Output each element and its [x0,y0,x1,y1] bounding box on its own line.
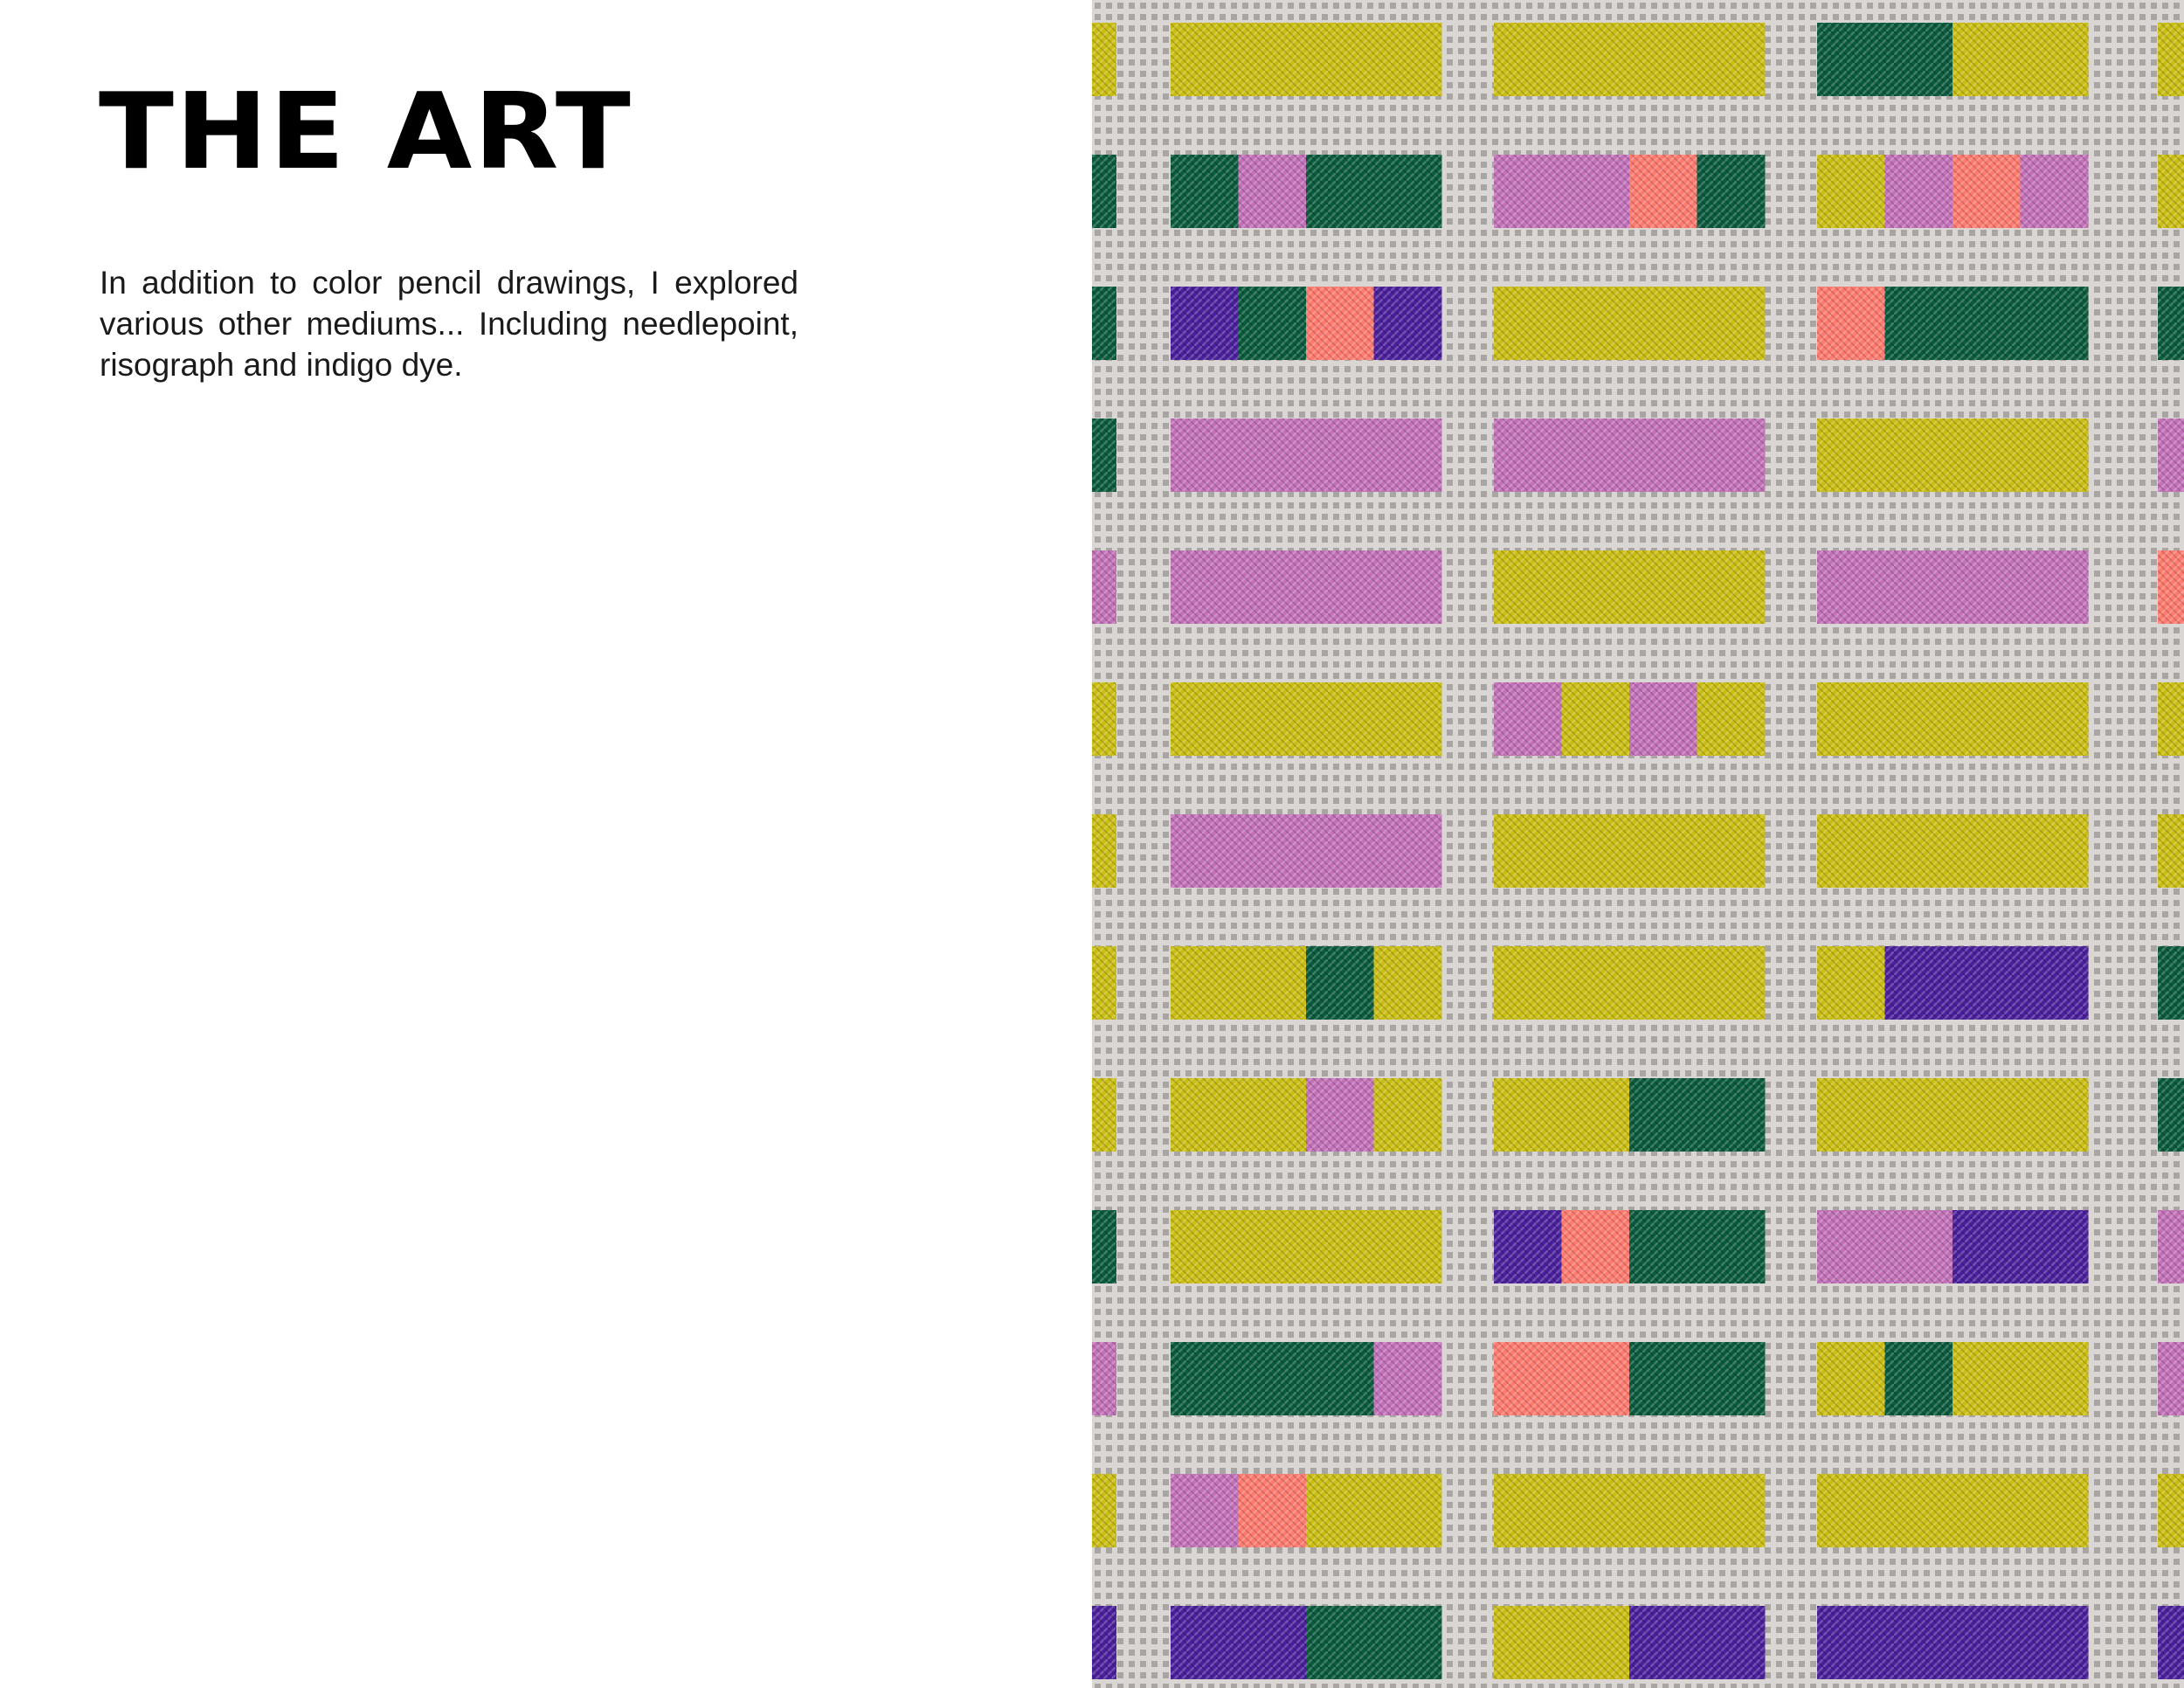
needlepoint-photo [1092,0,2184,1688]
stitch-block-r7-c2-s3-texture [2021,946,2089,1020]
stitch-block-r9-c1-s3-texture [1697,1210,1766,1283]
stitch-block-r11-c1-s0-texture [1494,1474,1766,1547]
stitch-block-r10-c1-s0-texture [1494,1342,1562,1415]
stitch-block-r8-c0-s3-texture [1374,1078,1442,1152]
stitch-block-left-edge-r3-texture [1092,419,1116,492]
stitch-block-left-edge-r10-texture [1092,1342,1116,1415]
stitch-block-left-edge-r9-texture [1092,1210,1116,1283]
stitch-block-r12-c1-s0-texture [1494,1606,1562,1679]
stitch-block-r6-c1-s0-texture [1494,814,1766,888]
stitch-block-r12-c1-s3-texture [1697,1606,1766,1679]
stitch-block-r10-c0-s0-texture [1171,1342,1239,1415]
stitch-block-r2-c0-s1-texture [1239,287,1307,360]
stitch-block-r1-c1-s1-texture [1562,155,1630,228]
stitch-block-r10-c0-s3-texture [1374,1342,1442,1415]
stitch-block-right-edge-r5-texture [2158,682,2184,756]
stitch-block-right-edge-r8-texture [2158,1078,2184,1152]
stitch-block-right-edge-r11-texture [2158,1474,2184,1547]
stitch-block-r10-c2-s0-texture [1817,1342,1885,1415]
stitch-block-r7-c0-s2-texture [1306,946,1374,1020]
stitch-block-r0-c2-s0-texture [1817,23,1953,96]
stitch-block-right-edge-r2-texture [2158,287,2184,360]
stitch-block-r5-c1-s0-texture [1494,682,1562,756]
stitch-block-r9-c1-s1-texture [1562,1210,1630,1283]
stitch-block-r9-c1-s2-texture [1629,1210,1697,1283]
stitch-block-r1-c1-s0-texture [1494,155,1562,228]
stitch-block-r10-c2-s3-texture [2021,1342,2089,1415]
stitch-block-r3-c2-s0-texture [1817,419,2089,492]
stitch-block-r2-c1-s0-texture [1494,287,1766,360]
stitch-block-left-edge-r1-texture [1092,155,1116,228]
stitch-block-r7-c0-s1-texture [1239,946,1307,1020]
stitch-block-r5-c2-s0-texture [1817,682,2089,756]
stitch-block-r12-c0-s3-texture [1374,1606,1442,1679]
stitch-block-r3-c0-s0-texture [1171,419,1442,492]
stitch-block-left-edge-r5-texture [1092,682,1116,756]
stitch-block-r11-c0-s1-texture [1239,1474,1307,1547]
stitch-block-left-edge-r12-texture [1092,1606,1116,1679]
stitch-block-r11-c2-s0-texture [1817,1474,2089,1547]
stitch-block-left-edge-r11-texture [1092,1474,1116,1547]
stitch-block-left-edge-r8-texture [1092,1078,1116,1152]
stitch-block-r5-c1-s1-texture [1562,682,1630,756]
stitch-block-r9-c2-s1-texture [1885,1210,1953,1283]
stitch-block-r9-c2-s2-texture [1952,1210,2021,1283]
stitch-block-left-edge-r7-texture [1092,946,1116,1020]
stitch-block-left-edge-r2-texture [1092,287,1116,360]
stitch-block-r12-c2-s0-texture [1817,1606,2089,1679]
stitch-block-r1-c2-s3-texture [2021,155,2089,228]
stitch-block-r7-c0-s0-texture [1171,946,1239,1020]
stitch-block-r1-c1-s3-texture [1697,155,1766,228]
stitch-block-r8-c0-s2-texture [1306,1078,1374,1152]
stitch-block-r1-c2-s1-texture [1885,155,1953,228]
stitch-block-r6-c2-s0-texture [1817,814,2089,888]
stitch-block-r11-c0-s3-texture [1374,1474,1442,1547]
stitch-block-r11-c0-s2-texture [1306,1474,1374,1547]
stitch-block-r12-c1-s1-texture [1562,1606,1630,1679]
stitch-block-left-edge-r4-texture [1092,550,1116,624]
stitch-block-r3-c1-s0-texture [1494,419,1766,492]
stitch-block-r8-c0-s0-texture [1171,1078,1239,1152]
stitch-block-right-edge-r7-texture [2158,946,2184,1020]
stitch-block-r7-c2-s2-texture [1952,946,2021,1020]
stitch-block-r1-c0-s0-texture [1171,155,1239,228]
stitch-block-right-edge-r12-texture [2158,1606,2184,1679]
stitch-block-r7-c1-s0-texture [1494,946,1766,1020]
stitch-block-r8-c0-s1-texture [1239,1078,1307,1152]
stitch-block-r7-c0-s3-texture [1374,946,1442,1020]
stitch-block-r5-c1-s2-texture [1629,682,1697,756]
stitch-block-r2-c2-s0-texture [1817,287,1885,360]
stitch-block-right-edge-r1-texture [2158,155,2184,228]
stitch-block-r4-c2-s0-texture [1817,550,2089,624]
stitch-block-r12-c1-s2-texture [1629,1606,1697,1679]
stitch-block-r12-c0-s1-texture [1239,1606,1307,1679]
stitch-block-right-edge-r0-texture [2158,23,2184,96]
stitch-block-r1-c0-s3-texture [1374,155,1442,228]
stitch-block-r9-c1-s0-texture [1494,1210,1562,1283]
stitch-block-r10-c1-s2-texture [1629,1342,1697,1415]
stitch-block-r0-c2-s1-texture [1952,23,2089,96]
stitch-block-r10-c1-s3-texture [1697,1342,1766,1415]
stitch-block-r8-c2-s0-texture [1817,1078,2089,1152]
stitch-block-right-edge-r4-texture [2158,550,2184,624]
stitch-block-r2-c2-s1-texture [1885,287,1953,360]
stitch-block-r1-c2-s0-texture [1817,155,1885,228]
stitch-block-r9-c2-s0-texture [1817,1210,1885,1283]
stitch-block-r1-c0-s2-texture [1306,155,1374,228]
stitch-block-r0-c0-s0-texture [1171,23,1442,96]
stitch-block-r10-c1-s1-texture [1562,1342,1630,1415]
body-paragraph: In addition to color pencil drawings, I explored various other mediums... Including needlepoint, risograph and indigo dye. [100,265,798,383]
stitch-block-left-edge-r0-texture [1092,23,1116,96]
stitch-block-r2-c0-s3-texture [1374,287,1442,360]
stitch-block-r4-c0-s0-texture [1171,550,1442,624]
stitch-block-r2-c2-s2-texture [1952,287,2021,360]
stitch-block-r9-c2-s3-texture [2021,1210,2089,1283]
stitch-block-r11-c0-s0-texture [1171,1474,1239,1547]
stitch-block-r8-c1-s0-texture [1494,1078,1562,1152]
stitch-block-r1-c1-s2-texture [1629,155,1697,228]
stitch-block-r1-c2-s2-texture [1952,155,2021,228]
stitch-block-right-edge-r10-texture [2158,1342,2184,1415]
stitch-block-r5-c0-s0-texture [1171,682,1442,756]
stitch-block-r12-c0-s2-texture [1306,1606,1374,1679]
stitch-block-r1-c0-s1-texture [1239,155,1307,228]
stitch-block-right-edge-r9-texture [2158,1210,2184,1283]
stitch-block-r10-c2-s2-texture [1952,1342,2021,1415]
page-title: THE ART [99,72,632,193]
stitch-block-r10-c2-s1-texture [1885,1342,1953,1415]
stitch-block-r8-c1-s3-texture [1697,1078,1766,1152]
stitch-block-r12-c0-s0-texture [1171,1606,1239,1679]
stitch-block-r8-c1-s2-texture [1629,1078,1697,1152]
stitch-block-r8-c1-s1-texture [1562,1078,1630,1152]
stitch-block-r2-c0-s0-texture [1171,287,1239,360]
stitch-block-right-edge-r3-texture [2158,419,2184,492]
stitch-block-r0-c1-s0-texture [1494,23,1766,96]
stitch-block-right-edge-r6-texture [2158,814,2184,888]
stitch-block-r7-c2-s1-texture [1885,946,1953,1020]
stitch-block-r5-c1-s3-texture [1697,682,1766,756]
stitch-block-r10-c0-s2-texture [1306,1342,1374,1415]
stitch-block-r7-c2-s0-texture [1817,946,1885,1020]
stitch-block-r2-c0-s2-texture [1306,287,1374,360]
stitch-block-r9-c0-s0-texture [1171,1210,1442,1283]
needlepoint-artwork [1092,0,2184,1688]
stitch-block-r2-c2-s3-texture [2021,287,2089,360]
stitch-block-r4-c1-s0-texture [1494,550,1766,624]
stitch-block-r10-c0-s1-texture [1239,1342,1307,1415]
stitch-block-left-edge-r6-texture [1092,814,1116,888]
stitch-block-r6-c0-s0-texture [1171,814,1442,888]
